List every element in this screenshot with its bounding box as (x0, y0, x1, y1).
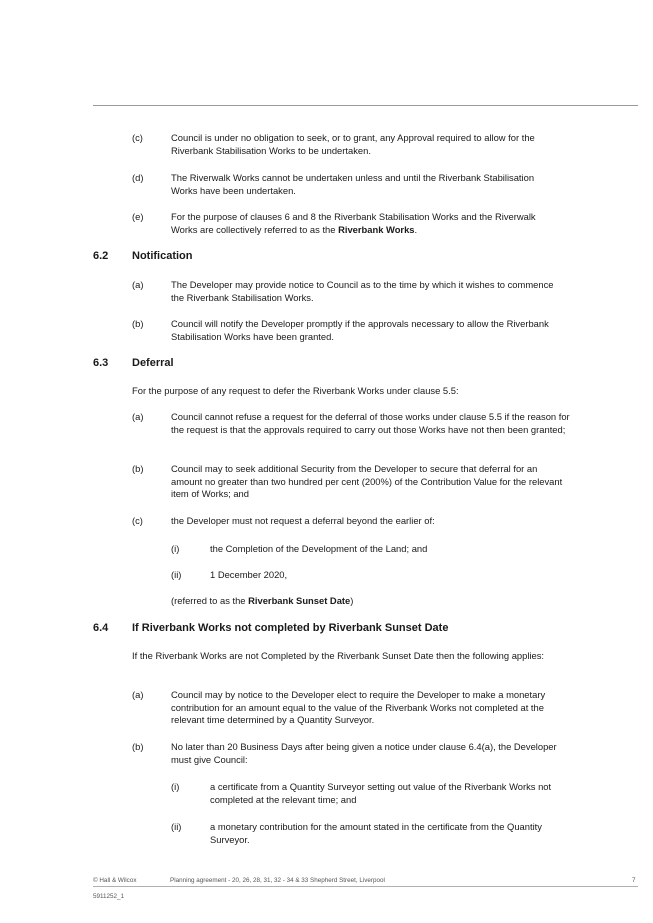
footer-rule (93, 886, 638, 887)
subclause-label: (ii) (171, 821, 182, 832)
section-number: 6.2 (93, 250, 109, 262)
header-rule (93, 105, 638, 106)
clause-label: (a) (132, 411, 144, 422)
clause-label: (a) (132, 279, 144, 290)
clause-text: Council may by notice to the Developer elect to require the Developer to make a monetary contribution for an amount equal to the value of the Riverbank Works not completed at the relevant time determined by a Quantity Surveyor. (171, 689, 546, 725)
footer-description: Planning agreement - 20, 26, 28, 31, 32 - 34 & 33 Shepherd Street, Liverpool (170, 877, 385, 884)
subclause-text: a certificate from a Quantity Surveyor setting out value of the Riverbank Works not completed at the relevant time; and (210, 781, 552, 805)
subclause-label: (i) (171, 781, 180, 792)
footer-doc-ref: 5911252_1 (93, 893, 125, 900)
clause-label: (e) (132, 211, 144, 222)
clause-text: The Developer may provide notice to Council as to the time by which it wishes to commence the Riverbank Stabilisation Works. (171, 279, 554, 303)
clause-label: (d) (132, 172, 144, 183)
clause-text: the Developer must not request a deferral beyond the earlier of: (171, 515, 435, 526)
subclause-label: (i) (171, 543, 180, 554)
subclause-label: (ii) (171, 569, 182, 580)
defined-term: Riverbank Works (338, 223, 415, 235)
clause-label: (c) (132, 132, 143, 143)
clause-label: (c) (132, 515, 143, 526)
clause-text: The Riverwalk Works cannot be undertaken unless and until the Riverbank Stabilisation Works have been undertaken. (171, 172, 535, 196)
section-title: If Riverbank Works not completed by Riverbank Sunset Date (132, 622, 449, 634)
footer-firm: © Hall & Wilcox (93, 877, 137, 884)
defined-term: Riverbank Sunset Date (248, 595, 351, 606)
section-title: Deferral (132, 357, 174, 369)
clause-label: (b) (132, 318, 144, 329)
subclause-text: 1 December 2020, (210, 569, 288, 580)
clause-text: Council cannot refuse a request for the deferral of those works under clause 5.5 if the reason for the request is that the approvals required to carry out those Works have not then been granted; (171, 411, 570, 435)
section-number: 6.3 (93, 357, 109, 369)
subclause-text: a monetary contribution for the amount stated in the certificate from the Quantity Surveyor. (210, 821, 542, 845)
footer-page-number: 7 (632, 877, 636, 884)
clause-label: (b) (132, 463, 144, 474)
section-number: 6.4 (93, 622, 109, 634)
clause-label: (b) (132, 741, 144, 752)
clause-text: Council may to seek additional Security from the Developer to secure that deferral for an amount no greater than two hundred per cent (200%) of the Contribution Value for the relevant item of Works; and (171, 463, 563, 499)
section-title: Notification (132, 250, 193, 262)
section-intro: If the Riverbank Works are not Completed by the Riverbank Sunset Date then the following applies: (132, 650, 545, 661)
clause-label: (a) (132, 689, 144, 700)
clause-text: No later than 20 Business Days after being given a notice under clause 6.4(a), the Developer must give Council: (171, 741, 557, 765)
defined-term-note: (referred to as the Riverbank Sunset Date) (171, 595, 354, 606)
clause-text: Council is under no obligation to seek, or to grant, any Approval required to allow for the Riverbank Stabilisation Works to be undertaken. (171, 132, 535, 156)
clause-text: Council will notify the Developer promptly if the approvals necessary to allow the Riverbank Stabilisation Works have been granted. (171, 318, 549, 342)
subclause-text: the Completion of the Development of the Land; and (210, 543, 428, 554)
clause-text: For the purpose of clauses 6 and 8 the Riverbank Stabilisation Works and the Riverwalk Works are collectively referred to as the Riverbank Works. (171, 211, 536, 235)
section-intro: For the purpose of any request to defer the Riverbank Works under clause 5.5: (132, 385, 459, 396)
